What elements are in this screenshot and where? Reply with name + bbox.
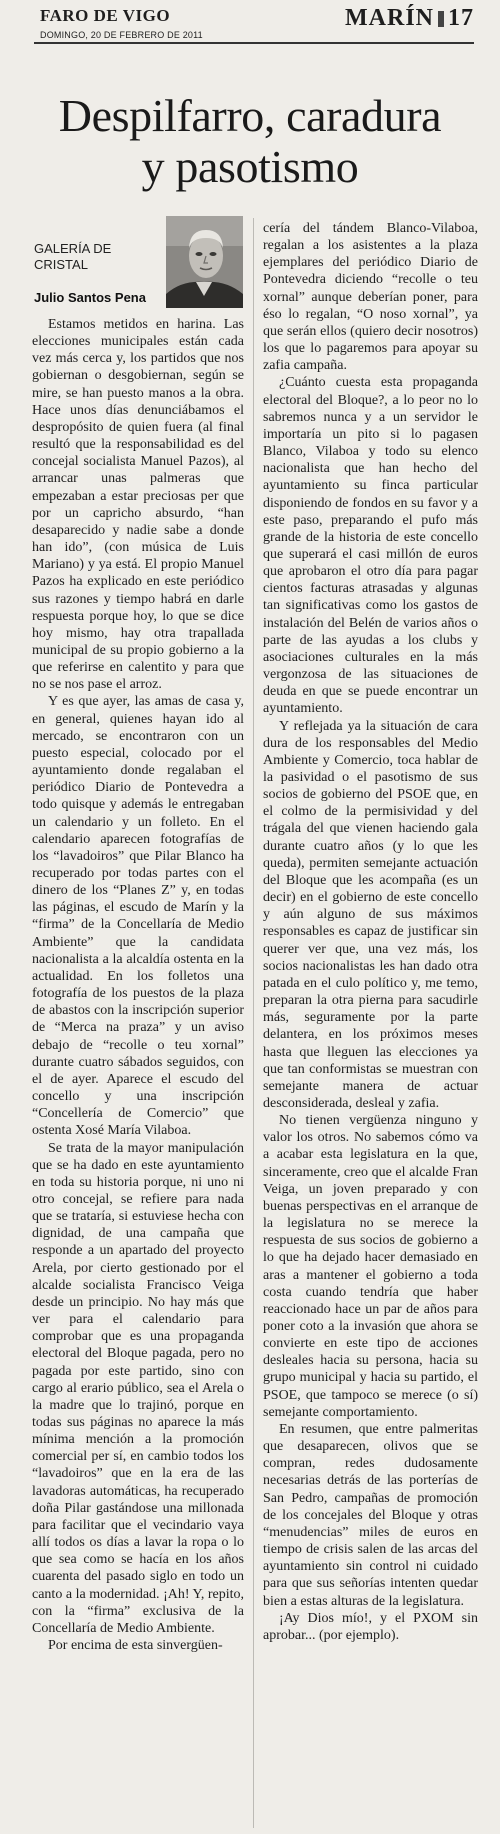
paragraph: Por encima de esta sinvergüen- xyxy=(48,1638,223,1654)
column-divider xyxy=(253,218,254,1828)
paragraph: Se trata de la mayor manipulación que se ha dado en este ayuntamiento en toda su historia porque, ni uno ni otro concejal, se refiere para nada que se trataría, si estuviese hecha con dignidad, de una campaña que responde a un apartado del proyecto Arela, por cierto gestionado por el alcalde socialista Francisco Veiga desde un principio. No hay más que ver para el calendario para comprobar que es una propaganda electoral del Bloque pagada, pero no pagada por este partido, sino con cargo al erario público, sea el Arela o la madre que lo trajinó, porque en todas sus páginas no aparece la más mínima mención a la promoción comercial per sí, en cambio todos los “lavadoiros” que en la era de las lavadoras automáticas, ha recuperado doña Pilar gastándose una millonada para facilitar que el vecindario vaya allí todos os días a lavar la ropa o lo que sea como se hacía en los años cuarenta del pasado siglo en todo un canto a la modernidad. ¡Ah! Y, repito, con la “firma” exclusiva de la Concellaría de Medio Ambiente. xyxy=(32,1140,244,1636)
section-name: MARÍN xyxy=(345,5,434,31)
paragraph: Y es que ayer, las amas de casa y, en general, quienes hayan ido al mercado, se encontraron con un puesto especial, colocado por el ayuntamiento donde regalaban el periódico Diario de Pontevedra a todo quisque y además le entregaban un calendario y un folleto. En el calendario aparecen fotografías de los “lavadoiros” que Pilar Blanco ha recuperado por todas partes con el dinero de los “Planes Z” y, en todas las páginas, el escudo de Marín y la “firma” de la Concellaría de Medio Ambiente” que la candidata nacionalista a la alcaldía ostenta en la actualidad. En los folletos una fotografía de los puestos de la plaza de abastos con la inscripción superior de “Merca na praza” y un aviso debajo de “recolle o teu xornal” durante cuatro sábados seguidos, con el de ayer. Aparece el escudo del concello y una inscripción “Concellería de Comercio” que ostenta Xosé María Vilaboa. xyxy=(32,694,244,1139)
byline-block xyxy=(32,216,243,308)
author-photo xyxy=(166,216,243,308)
paragraph: ¿Cuánto cuesta esta propaganda electoral del Bloque?, a lo peor no lo sabremos nunca y a un servidor le importaría un pito si lo pagasen Blanco, Vilaboa y todo su elenco nacionalista que han hecho del ayuntamiento su finca particular disponiendo de fondos en su favor y a este paso, preparando el pufo más grande de la historia de este concello que superará el casi millón de euros que aprobaron el otro día para pagar cientos facturas atrasadas y algunas tan significativas como los gastos de instalación del Belén de varios años o parte de las ayudas a los clubs y asociaciones culturales en la más vergonzosa de las situaciones de deuda en que se puede encontrar un ayuntamiento. xyxy=(263,375,478,717)
article-headline xyxy=(20,90,480,192)
newspaper-name: FARO DE VIGO xyxy=(40,6,171,25)
paragraph: ¡Ay Dios mío!, y el PXOM sin aprobar... (por ejemplo). xyxy=(263,1610,478,1643)
column-rubric: GALERÍA DE CRISTAL xyxy=(34,241,112,272)
section-separator xyxy=(438,11,444,27)
issue-date: DOMINGO, 20 DE FEBRERO DE 2011 xyxy=(40,30,203,40)
article-column-2 xyxy=(263,220,478,1644)
page-number: 17 xyxy=(448,5,474,31)
masthead xyxy=(34,4,474,44)
paragraph: Y reflejada ya la situación de cara dura de los responsables del Medio Ambiente y Comercio, toca hablar de la pasividad o el pasotismo de sus socios de gobierno del PSOE que, en el colmo de la permisividad y del trágala del que vienen haciendo gala durante cuatro años (y lo que les queda), permiten semejante actuación del Bloque que les acompaña (es un decir) en el gobierno de este concello y aún alguno de sus máximos responsables es capaz de justificar sin querer ver que, una vez más, los socios nacionalistas les han dado otra patada en el culo político y, me temo, preparan la otra pierna para sacudirle más, seguramente por la parte delantera, en los próximos meses hasta que lleguen las elecciones ya que tan conformistas se muestran con semejante manera de actuar desconsiderada, desleal y zafia. xyxy=(263,718,478,1111)
paragraph: No tienen vergüenza ninguno y valor los otros. No sabemos cómo va a acabar esta legislatura en la que, sinceramente, creo que el alcalde Fran Veiga, un joven preparado y con buenas perspectivas en el arranque de la legislatura no se merece la respuesta de sus socios de gobierno a lo que ha dejado hacer demasiado en aras a mantener el gobierno a toda costa cuando tendría que haber reaccionado hace un par de años para poner coto a la invasión que ahora se convierte en este tipo de acciones desleales hacia su persona, hacia su grupo municipal y hacia su partido, el PSOE, que tampoco se merece (o sí) semejante comportamiento. xyxy=(263,1113,478,1420)
author-portrait-icon xyxy=(166,216,243,308)
section-header xyxy=(345,5,474,32)
headline-line-2: y pasotismo xyxy=(141,141,359,192)
paragraph: cería del tándem Blanco-Vilaboa, regalan a los asistentes a la plaza ejemplares del periódico Diario de Pontevedra diciendo “recolle o teu xornal” aunque deberían poner, para éso lo regalan, “O noso xornal”, ya que serán ellos (quiero decir nosotros) los que lo pagaremos para apoyar su zafia campaña. xyxy=(263,221,478,374)
article-column-1 xyxy=(32,316,244,1654)
paragraph: Estamos metidos en harina. Las elecciones municipales están cada vez más cerca y, los partidos que nos gobiernan o desgobiernan, según se mire, se han puesto manos a la obra. Hace unos días denunciábamos el despropósito de quien fuera (al final resultó que la responsabilidad es del concejal socialista Manuel Pazos), al arrancar unas palmeras que empezaban a estar preciosas per que por un capricho absurdo, “han desaparecido y nadie sabe a donde han ido”, (con música de Luis Mariano) y ya está. El propio Manuel Pazos ha explicado en este periódico sus razones y tiempo habrá en darle respuesta porque hoy, lo que se dice hoy mismo, hay otra trapallada municipal de su propio gobierno a la que referirse en calentito y para que no se nos pase el arroz. xyxy=(32,317,244,693)
headline-line-1: Despilfarro, caradura xyxy=(58,90,442,141)
author-name: Julio Santos Pena xyxy=(34,290,146,305)
paragraph: En resumen, que entre palmeritas que desaparecen, olivos que se compran, redes dudosamente necesarias detrás de las porterías de San Pedro, campañas de promoción de los concejales del Bloque y otras “menudencias” miles de euros en tiempo de crisis salen de las arcas del ayuntamiento sin control ni cuidado para que sus señorías intenten quedar bien a estas alturas de la legislatura. xyxy=(263,1421,478,1609)
